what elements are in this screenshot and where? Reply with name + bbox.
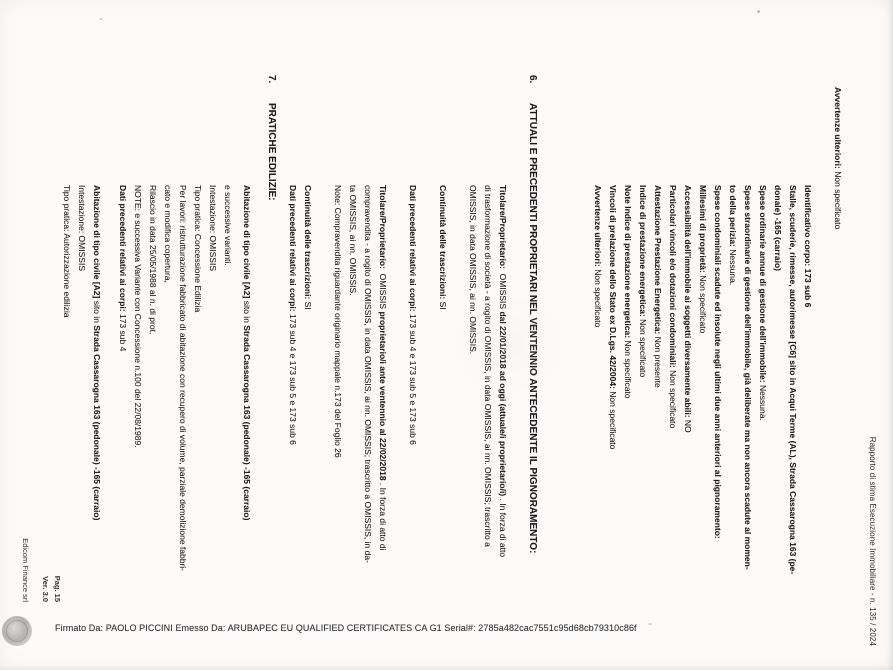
text-run: Spese straordinarie di gestione dell'immobile, già deliberate ma non ancora scadute al momen- bbox=[743, 185, 753, 570]
text-run: . In forza di atto di bbox=[378, 480, 388, 551]
spese-condominiali bbox=[710, 185, 725, 640]
text-run: Stalle, scuderie, rimesse, autorimesse [C6] sito in Acqui Terme (AL), Strada Cassarogna 163 (pe- bbox=[788, 185, 798, 575]
text-run: Dati precedenti relativi ai corpi: bbox=[288, 185, 298, 314]
text-run: NOTE: e successiva Variante con Concessione n.100 del 22/08/1989. bbox=[133, 185, 143, 448]
text-run: 173 sub 4 bbox=[118, 313, 128, 352]
identificativo-corpo bbox=[800, 185, 815, 640]
pratica-1-lavori-2 bbox=[160, 185, 175, 640]
text-run: Tipo pratica: Autorizzazione edilizia bbox=[62, 185, 72, 318]
text-run: Vincoli di prelazione dello Stato ex D.Lgs. 42/2004: bbox=[608, 185, 618, 392]
text-run: Indice di prestazione energetica: bbox=[638, 185, 648, 320]
text-run: Continuità delle trascrizioni: bbox=[303, 185, 313, 302]
text-run: cato e modifica copertura, bbox=[163, 185, 173, 283]
text-run: . In forza di atto bbox=[498, 496, 508, 558]
pratica-1-intestazione bbox=[205, 185, 220, 640]
pratica-1-note bbox=[130, 185, 145, 640]
titolare-1-riga-2 bbox=[480, 185, 495, 640]
avvertenze-ulteriori-top bbox=[830, 87, 845, 640]
corpo-descrizione-1 bbox=[785, 185, 800, 640]
page-number: Pag. 15 bbox=[53, 575, 62, 602]
text-run: Non specificato bbox=[668, 370, 678, 429]
text-run: Particolari vincoli e/o dotazioni condominiali: bbox=[668, 185, 678, 371]
text-run: Millesimi di proprietà: bbox=[698, 185, 708, 276]
titolare-2-riga-2 bbox=[360, 185, 375, 640]
pratica-1-titolo bbox=[239, 185, 254, 640]
text-run: sito in bbox=[242, 300, 252, 326]
dati-precedenti-2 bbox=[285, 185, 300, 640]
text-run: Nessuna. bbox=[758, 384, 768, 421]
report-header: Rapporto di stima Esecuzione Immobiliare - n. 135 / 2024 bbox=[868, 436, 877, 646]
round-seal-icon bbox=[2, 616, 32, 646]
text-run: Non presente bbox=[653, 336, 663, 388]
text-run: dal 22/01/2018 ad oggi (attuale/i proprietario/i) bbox=[498, 311, 508, 497]
text-run: Abitazione di tipo civile [A2] bbox=[242, 185, 252, 301]
text-run: Nessuna. bbox=[728, 249, 738, 286]
text-run: Attestazione Prestazione Energetica: bbox=[653, 185, 663, 337]
text-run: Spese condominiali scadute ed insolute negli ultimi due anni anteriori al pignoramento: bbox=[713, 185, 723, 539]
scan-edge-shadow-bottom bbox=[0, 665, 893, 670]
text-run: Accessibilità dell'immobile ai soggetti diversamente abili: bbox=[683, 185, 693, 420]
text-run: Avvertenze ulteriori: bbox=[833, 87, 843, 172]
scan-edge-shadow-right bbox=[887, 0, 893, 670]
text-run: SI bbox=[438, 301, 448, 310]
text-run: di trasformazione di società - a rogito di OMISSIS, in data OMISSIS, ai nn. OMISSIS; trascritto a bbox=[483, 185, 493, 547]
text-run: ta OMISSIS, ai nn. OMISSIS. bbox=[348, 185, 358, 296]
text-run: Avvertenze ulteriori: bbox=[593, 185, 603, 270]
text-run: 7. bbox=[266, 75, 277, 84]
text-run: Abitazione di tipo civile [A2] bbox=[92, 185, 102, 301]
titolare-2-riga-1 bbox=[375, 185, 390, 640]
titolare-1-riga-1 bbox=[495, 185, 510, 640]
text-run: Rilascio in data 25/05/1988 al n. di prot. bbox=[148, 185, 158, 335]
text-run: Non specificato bbox=[833, 171, 843, 230]
text-run: 173 sub 4 e 173 sub 5 e 173 sub 6 bbox=[288, 313, 298, 445]
text-run: Non specificato bbox=[698, 275, 708, 334]
scan-speck bbox=[757, 10, 760, 13]
text-run: PRATICHE EDILIZIE: bbox=[266, 103, 277, 201]
text-run: e successive varianti. bbox=[223, 185, 233, 266]
vincoli-condominiali bbox=[665, 185, 680, 640]
vincoli-prelazione bbox=[605, 185, 620, 640]
document-body bbox=[59, 75, 845, 640]
spese-ordinarie bbox=[755, 185, 770, 640]
pratica-1-tipo bbox=[190, 185, 205, 640]
text-run: Per lavori: ristrutturazione fabbricato di abitazione con recupero di volume, parziale demolizione fabbri- bbox=[178, 185, 188, 572]
spese-straordinarie-1 bbox=[740, 185, 755, 640]
version-label: Ver. 3.0 bbox=[41, 576, 50, 602]
dati-precedenti-1 bbox=[405, 185, 420, 640]
section-7-heading bbox=[264, 75, 279, 640]
text-run: Dati precedenti relativi ai corpi: bbox=[408, 185, 418, 314]
text-run: OMISSIS, in data OMISSIS, ai nn. OMISSIS. bbox=[468, 185, 478, 355]
text-run: Continuità delle trascrizioni: bbox=[438, 185, 448, 302]
text-run: compravendita - a rogito di OMISSIS, in data OMISSIS, ai nn. OMISSIS; trascritto a OMISSIS, in da- bbox=[363, 185, 373, 563]
continuita-trascrizioni-1 bbox=[435, 185, 450, 640]
text-run: ATTUALI E PRECEDENTI PROPRIETARI NEL VENTENNIO ANTECEDENTE IL PIGNORAMENTO: bbox=[527, 103, 538, 554]
text-run: to della perizia: bbox=[728, 185, 738, 250]
millesimi bbox=[695, 185, 710, 640]
text-run: Titolare/Proprietario: bbox=[378, 185, 388, 269]
page-footer bbox=[19, 538, 63, 602]
text-run: 6. bbox=[527, 75, 538, 84]
text-run: Non specificato bbox=[623, 340, 633, 399]
text-run: NO bbox=[683, 419, 693, 433]
text-run: proprietario/i ante ventennio al 22/02/2018 bbox=[378, 311, 388, 481]
corpo-descrizione-2 bbox=[770, 185, 785, 640]
text-run: 173 sub 4 e 173 sub 5 e 173 sub 6 bbox=[408, 313, 418, 445]
text-run: donale) -165 (carraio) bbox=[773, 185, 783, 271]
text-run: Tipo pratica: Concessione Edilizia bbox=[193, 185, 203, 313]
text-run: Strada Cassarogna 163 (pedonale) -165 (carraio) bbox=[242, 325, 252, 521]
text-run: Intestazione: OMISSIS bbox=[77, 185, 87, 271]
text-run: OMISSIS bbox=[498, 268, 508, 312]
titolare-1-riga-3 bbox=[465, 185, 480, 640]
attestazione-energetica bbox=[650, 185, 665, 640]
publisher-label: Edicom Finance srl bbox=[21, 538, 30, 602]
scan-smudge bbox=[430, 300, 590, 390]
scan-speck bbox=[648, 623, 652, 625]
digital-signature-bar bbox=[0, 614, 893, 650]
pratica-2-intestazione bbox=[74, 185, 89, 640]
text-run: SI bbox=[303, 301, 313, 310]
avvertenze-ulteriori bbox=[590, 185, 605, 640]
signature-text: Firmato Da: PAOLO PICCINI Emesso Da: ARUBAPEC EU QUALIFIED CERTIFICATES CA G1 Serial#: 2785a482cac7551c95d68cb79310c86f bbox=[55, 623, 637, 633]
titolare-2-note bbox=[330, 185, 345, 640]
pratica-1-lavori-1 bbox=[175, 185, 190, 640]
footer-spacer bbox=[31, 538, 39, 602]
text-run: Non specificato bbox=[593, 269, 603, 328]
continuita-trascrizioni-2 bbox=[300, 185, 315, 640]
pratica-1-dati-precedenti bbox=[115, 185, 130, 640]
text-run: Strada Cassarogna 163 (pedonale) -165 (carraio) bbox=[92, 325, 102, 521]
text-run: Note Indice di prestazione energetica: bbox=[623, 185, 633, 341]
text-run: Note: Compravendita riguardante originario mappale n.173 del Foglio 26 bbox=[333, 185, 343, 458]
text-run: Non specificato bbox=[608, 391, 618, 450]
text-run: Titolare/Proprietario: bbox=[498, 185, 508, 269]
pratica-1-rilascio bbox=[145, 185, 160, 640]
text-run: Intestazione: OMISSIS bbox=[208, 185, 218, 271]
titolare-2-riga-3 bbox=[345, 185, 360, 640]
text-run: Non specificato bbox=[638, 319, 648, 378]
indice-energetico bbox=[635, 185, 650, 640]
accessibilita bbox=[680, 185, 695, 640]
scan-speck bbox=[100, 18, 102, 20]
text-run: Spese ordinarie annue di gestione dell'immobile: bbox=[758, 185, 768, 385]
spese-straordinarie-2 bbox=[725, 185, 740, 640]
text-run: sito in bbox=[92, 300, 102, 326]
text-run: Identificativo corpo: 173 sub 6 bbox=[803, 185, 813, 308]
pratica-2-titolo bbox=[89, 185, 104, 640]
text-run: OMISSIS bbox=[378, 268, 388, 312]
note-indice-energetico bbox=[620, 185, 635, 640]
pratica-1-varianti bbox=[220, 185, 235, 640]
text-run: Dati precedenti relativi ai corpi: bbox=[118, 185, 128, 314]
